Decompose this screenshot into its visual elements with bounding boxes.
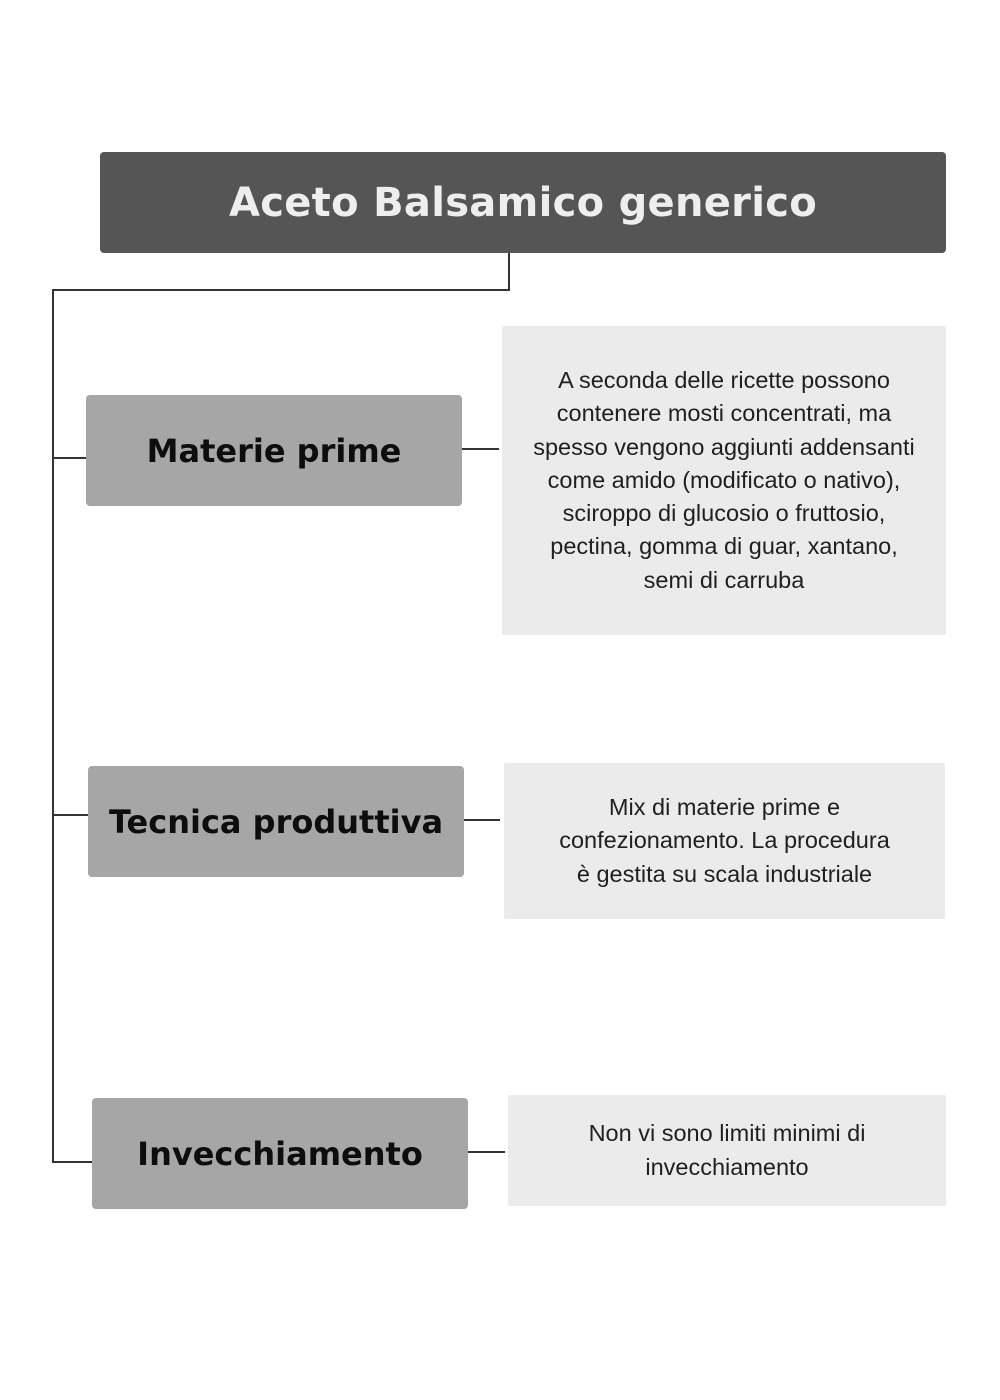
category-label: Tecnica produttiva <box>108 802 444 841</box>
description-box-tecnica-produttiva <box>504 763 945 919</box>
description-box-invecchiamento <box>508 1095 946 1206</box>
branch-connector-1 <box>52 457 86 459</box>
desc-connector-1 <box>462 448 499 450</box>
category-box-materie-prime <box>86 395 462 506</box>
description-text: Non vi sono limiti minimi di invecchiamento <box>588 1120 866 1180</box>
desc-connector-3 <box>468 1151 505 1153</box>
title-down-connector <box>508 253 510 291</box>
description-box-materie-prime <box>502 326 946 635</box>
category-box-invecchiamento <box>92 1098 468 1209</box>
trunk-connector <box>52 289 54 1163</box>
title-box <box>100 152 946 253</box>
category-label: Invecchiamento <box>137 1134 423 1173</box>
description-text: Mix di materie prime e confezionamento. La procedura è gestita su scala industriale <box>559 794 890 887</box>
desc-connector-2 <box>464 819 500 821</box>
category-label: Materie prime <box>146 431 402 470</box>
category-box-tecnica-produttiva <box>88 766 464 877</box>
branch-connector-2 <box>52 814 88 816</box>
diagram-title: Aceto Balsamico generico <box>228 179 818 226</box>
branch-connector-3 <box>52 1161 92 1163</box>
description-text: A seconda delle ricette possono contenere mosti concentrati, ma spesso vengono aggiunti addensanti come amido (modificato o nativo), sciroppo di glucosio o fruttosio, pectina, gomma di guar, xantano, semi di carruba <box>533 366 915 593</box>
top-horizontal-connector <box>53 289 510 291</box>
